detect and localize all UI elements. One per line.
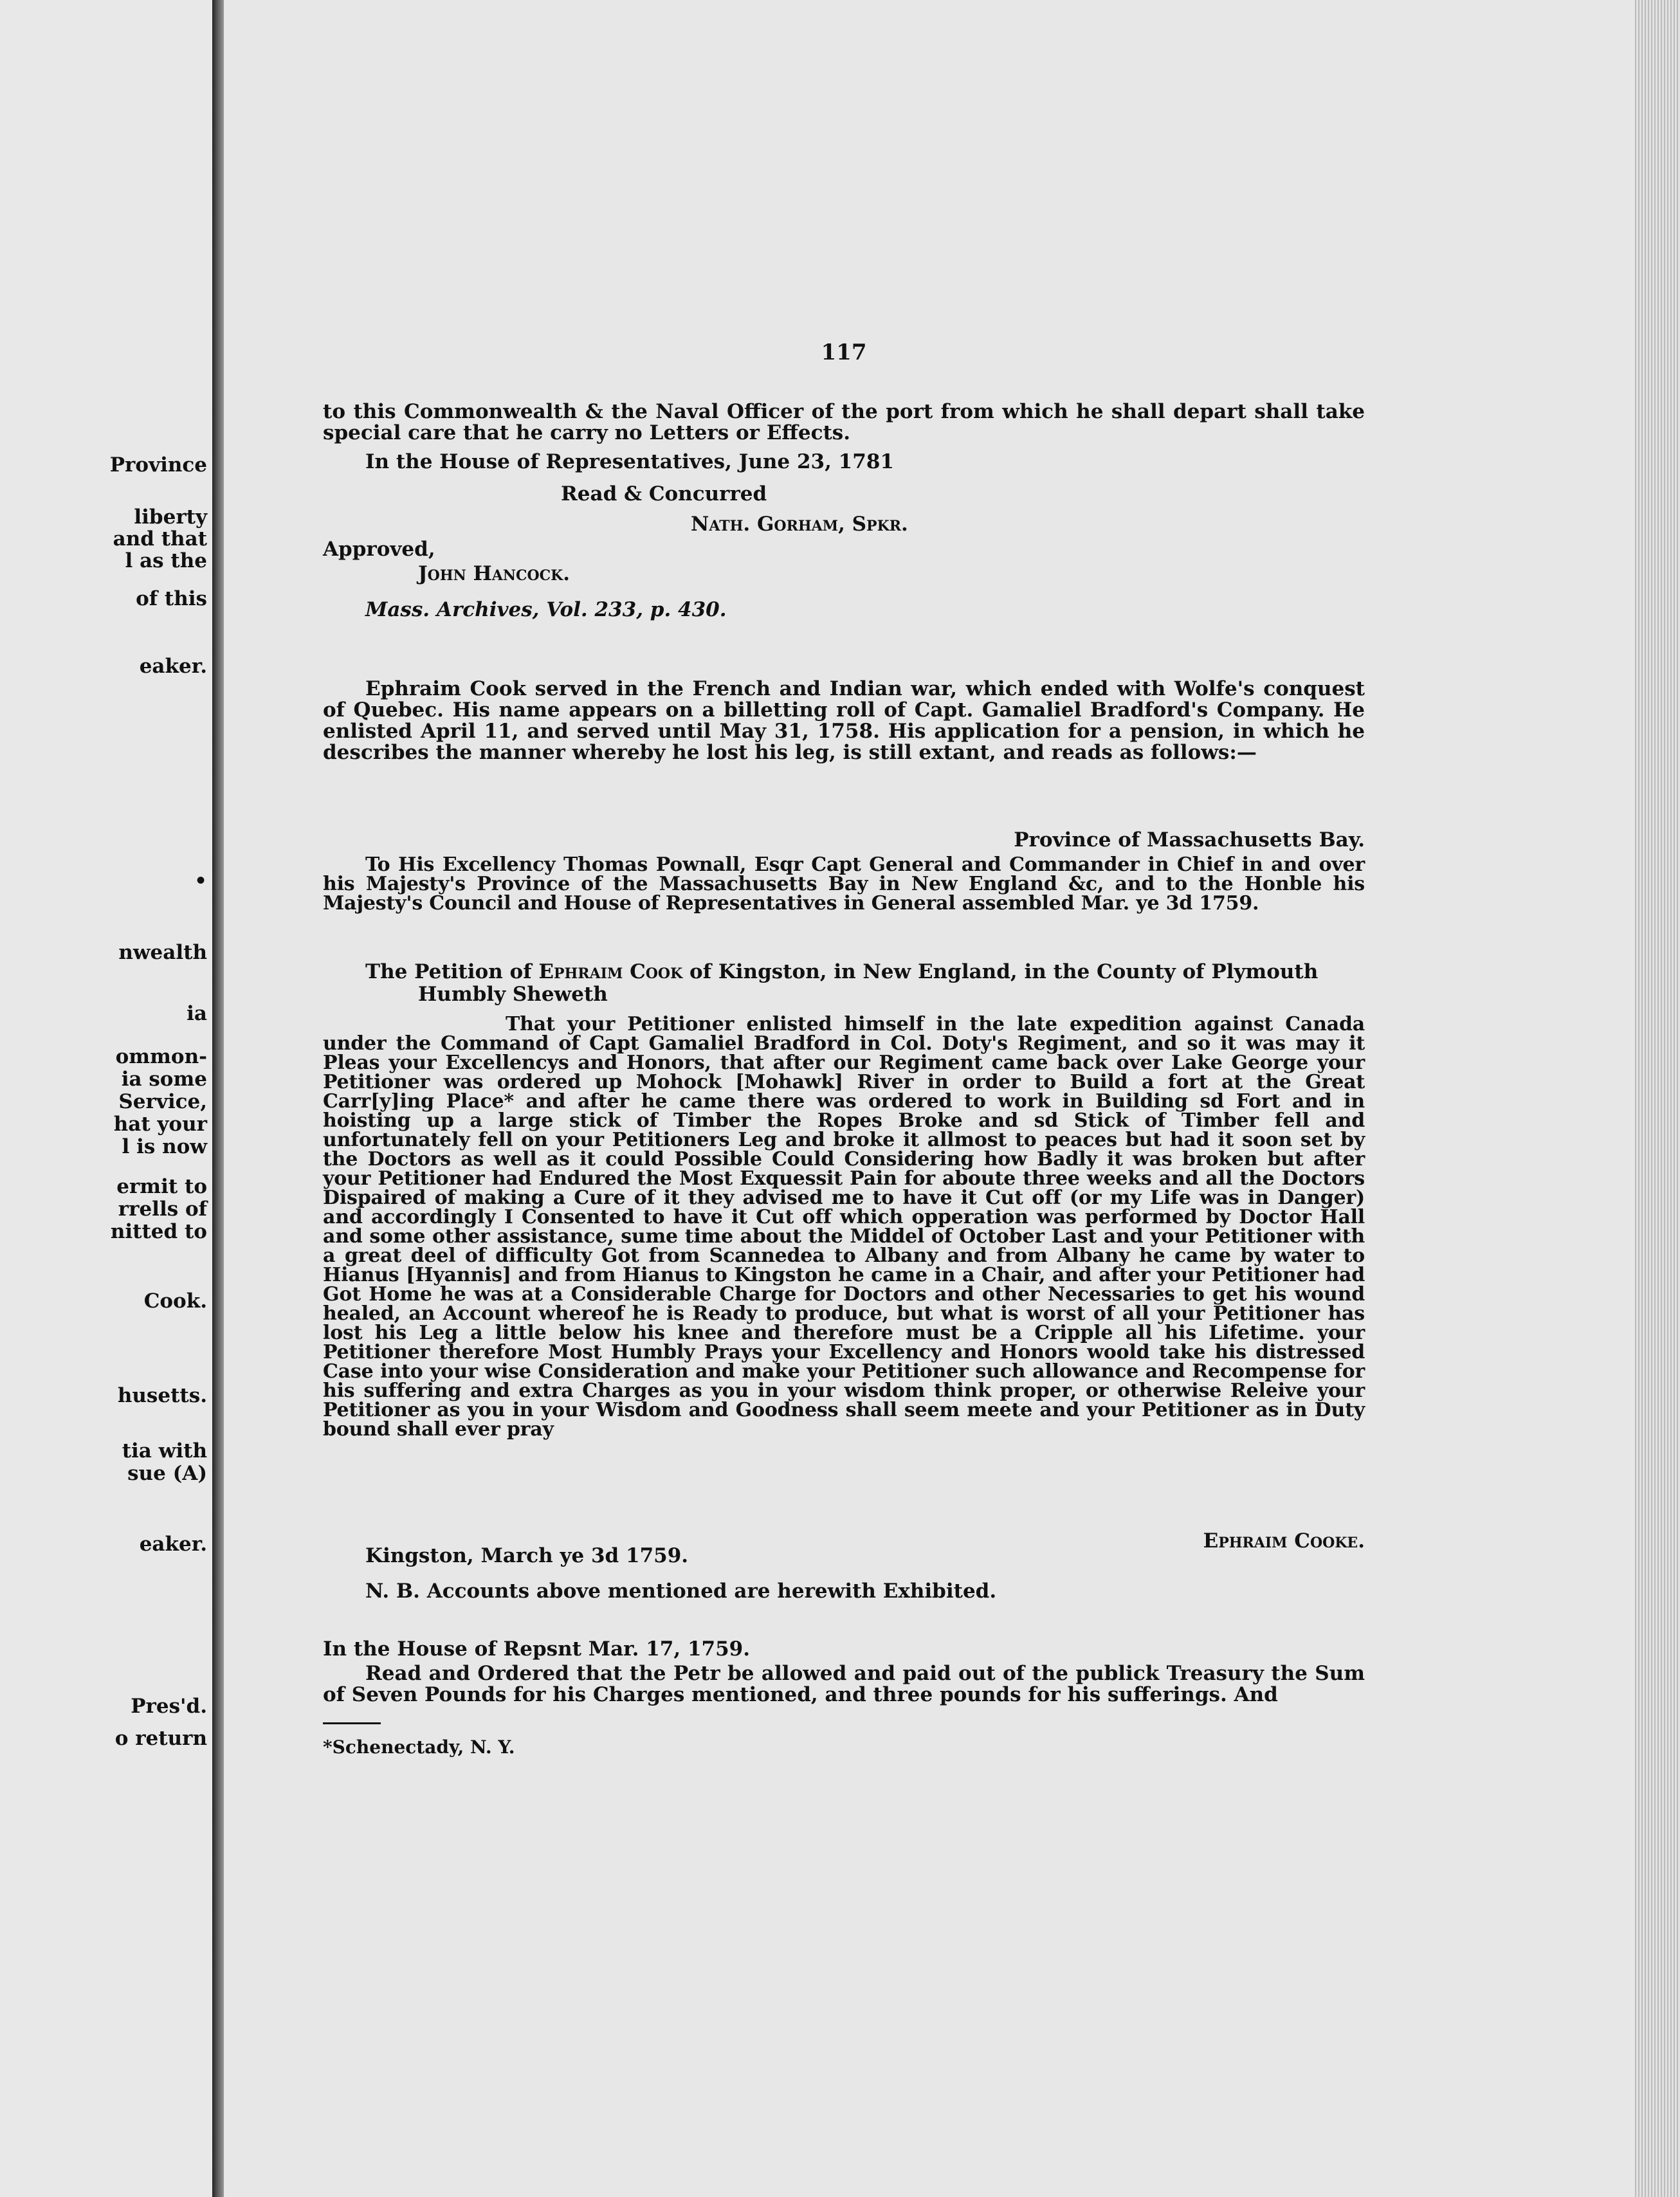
speaker-signature: Nath. Gorham, Spkr. <box>691 513 908 536</box>
page-number: 117 <box>821 340 867 365</box>
facing-page-line: eaker. <box>139 1533 207 1556</box>
facing-page-line: Pres'd. <box>131 1695 207 1718</box>
facing-page-line: • <box>194 870 207 893</box>
place-date: Kingston, March ye 3d 1759. <box>365 1544 689 1567</box>
facing-page-line: ommon- <box>115 1045 207 1068</box>
facing-page-line: o return <box>114 1727 207 1750</box>
facing-page-line: Province <box>109 453 207 477</box>
house-resolution-line: In the House of Representatives, June 23, 1781 <box>365 450 894 473</box>
facing-page-line: liberty <box>134 506 207 529</box>
facing-page-line: of this <box>136 587 207 610</box>
facing-page-line: rrells of <box>118 1198 207 1221</box>
facing-page-line: Cook. <box>143 1290 207 1313</box>
facing-page-line: nitted to <box>110 1220 207 1243</box>
facing-page-line: nwealth <box>118 941 207 964</box>
house-order-heading: In the House of Repsnt Mar. 17, 1759. <box>323 1637 751 1661</box>
facing-page-line: ia some <box>121 1068 207 1091</box>
facing-page-line: l is now <box>122 1135 207 1158</box>
facing-page-line: and that <box>113 527 207 551</box>
facing-page-fragment <box>0 0 212 2197</box>
petition-body: That your Petitioner enlisted himself in the late expedition against Canada under the Command of Capt Gamaliel Bradford in Col. Doty's Regiment, and so it was may it Pleas your Excellencys and Honors, that after our Regiment came back over Lake George your Petitioner was ordered up Mohock [Mohawk] River in order to Build a fort at the Great Carr[y]ing Place* and after he came there was ordered to work in Building sd Fort and in hoisting up a large stick of Timber the Ropes Broke and sd Stick of Timber fell and unfortunately fell on your Petitioners Leg and broke it allmost to peaces but had it soon set by the Doctors as well as it could Possible Could Considering how Badly it was broken but after your Petitioner had Endured the Most Exquessit Pain for aboute three weeks and all the Doctors Dispaired of making a Cure of it they advised me to have it Cut off (or my Life was in Danger) and accordingly I Consented to have it Cut off which opperation was performed by Doctor Hall and some other assistance, sume time about the Middel of October Last and your Petitioner with a great deel of difficulty Got from Scannedea to Albany and from Albany he came by water to Hianus [Hyannis] and from Hianus to Kingston he came in a Chair, and after your Petitioner had Got Home he was at a Considerable Charge for Doctors and other Necessaries to get his wound healed, an Account whereof he is Ready to produce, but what is worst of all your Petitioner has lost his Leg a little below his knee and therefore must be a Cripple all his Lifetime. your Petitioner therefore Most Humbly Prays your Excellency and Honors woold take his distressed Case into your wise Consideration and make your Petitioner such allowance and Recompense for his suffering and extra Charges as you in your wisdom think proper, or otherwise Releive your Petitioner as you in your Wisdom and Goodness shall seem meete and your Petitioner as in Duty bound shall ever pray <box>323 1013 1365 1441</box>
petitioner-signature: Ephraim Cooke. <box>1203 1529 1365 1553</box>
petition-of-suffix: of Kingston, in New England, in the County of Plymouth <box>689 960 1319 983</box>
petition-title <box>365 962 1365 983</box>
governor-signature: John Hancock. <box>418 562 571 585</box>
facing-page-line: ia <box>187 1002 207 1025</box>
facing-page-line: Service, <box>118 1090 207 1113</box>
facing-page-line: husetts. <box>117 1384 207 1407</box>
page-content <box>323 0 1365 2197</box>
petition-address: To His Excellency Thomas Pownall, Esqr Capt General and Commander in Chief in and over his Majesty's Province of the Massachusetts Bay in New England &c, and to the Honble his Majesty's Council and House of Representatives in General assembled Mar. ye 3d 1759. <box>323 853 1365 915</box>
archive-citation: Mass. Archives, Vol. 233, p. 430. <box>365 598 727 621</box>
opening-paragraph: to this Commonwealth & the Naval Officer of the port from which he shall depart shall take special care that he carry no Letters or Effects. <box>323 400 1365 444</box>
province-heading: Province of Massachusetts Bay. <box>1014 828 1365 852</box>
book-gutter <box>212 0 224 2197</box>
facing-page-line: ermit to <box>116 1175 207 1198</box>
facing-page-line: l as the <box>125 549 207 572</box>
approved-label: Approved, <box>323 538 435 561</box>
house-order-text: Read and Ordered that the Petr be allowed and paid out of the publick Treasury the Sum of Seven Pounds for his Charges mentioned, and three pounds for his sufferings. And <box>323 1662 1365 1706</box>
facing-page-line: sue (A) <box>127 1462 207 1485</box>
humbly-sheweth: Humbly Sheweth <box>418 983 608 1006</box>
page-edges <box>1635 0 1680 2197</box>
facing-page-line: tia with <box>122 1439 207 1463</box>
facing-page-line: hat your <box>113 1113 207 1136</box>
read-concurred: Read & Concurred <box>561 482 767 506</box>
facing-page-line: eaker. <box>139 655 207 678</box>
petition-of-prefix: The Petition of <box>365 960 532 983</box>
narrative-paragraph: Ephraim Cook served in the French and Indian war, which ended with Wolfe's conquest of Quebec. His name appears on a billetting roll of Capt. Gamaliel Bradford's Company. He enlisted April 11, and served until May 31, 1758. His application for a pension, in which he describes the manner whereby he lost his leg, is still extant, and reads as follows:— <box>323 677 1365 764</box>
book-page <box>224 0 1680 2197</box>
petitioner-name: Ephraim Cook <box>538 960 683 983</box>
footnote: *Schenectady, N. Y. <box>323 1737 515 1758</box>
nb-note: N. B. Accounts above mentioned are herewith Exhibited. <box>365 1580 997 1603</box>
footnote-rule <box>323 1722 381 1724</box>
